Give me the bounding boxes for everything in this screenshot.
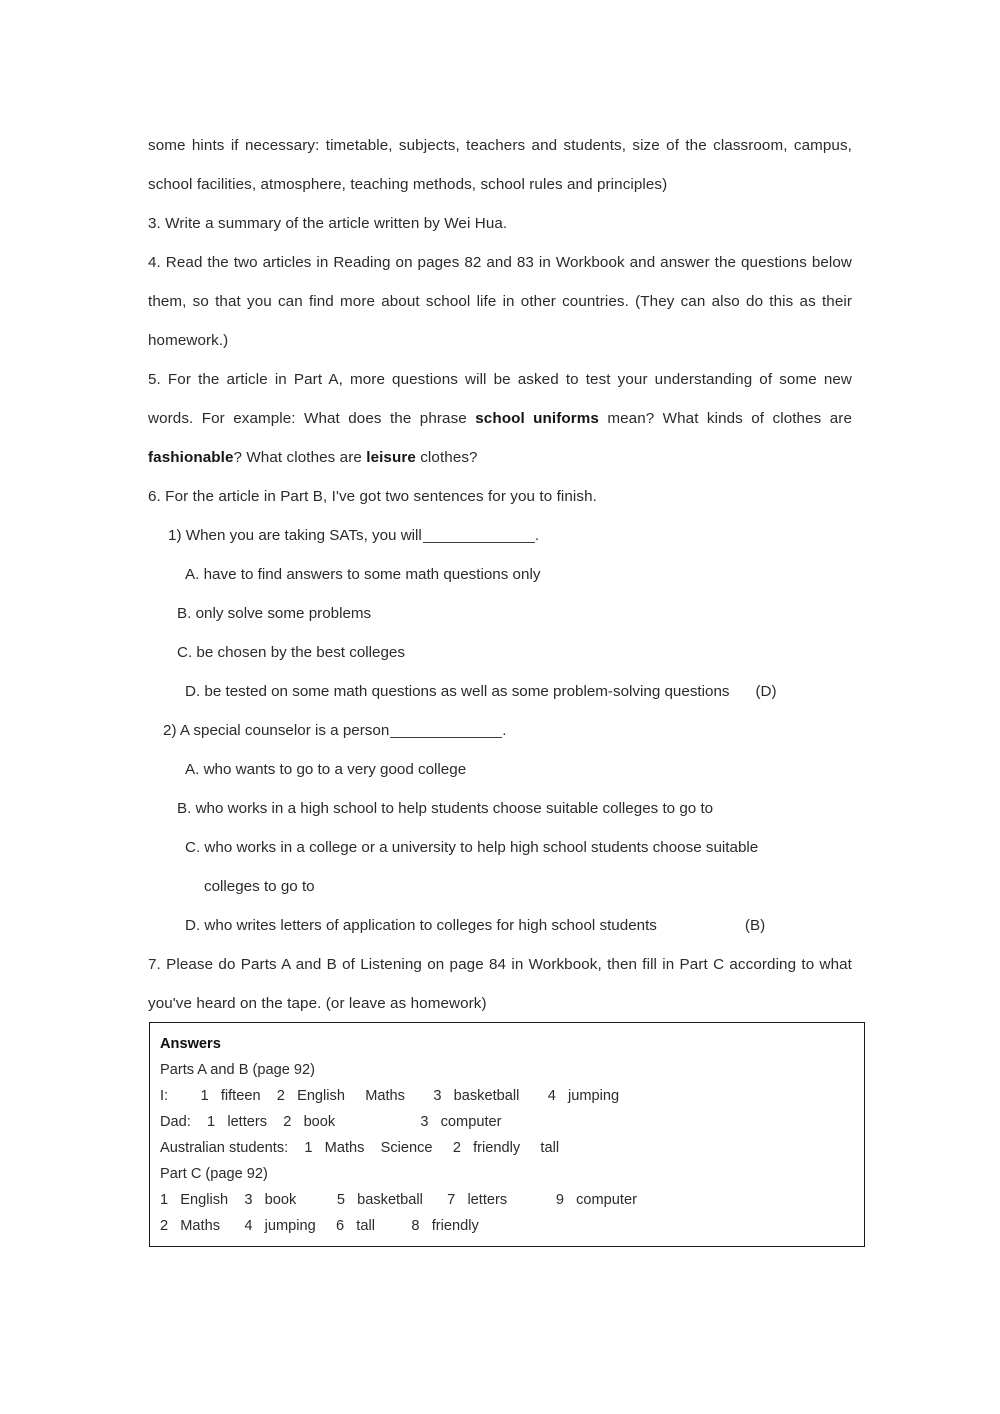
question-2-stem-end: . [502, 722, 507, 739]
question-2-number: 2) [163, 722, 177, 739]
question-2-stem-text: A special counselor is a person [176, 722, 390, 739]
paragraph-hints: some hints if necessary: timetable, subjects, teachers and students, size of the classroom, campus, school facilities, atmosphere, teaching methods, school rules and principles) [148, 137, 852, 193]
question-1-option-a [148, 555, 852, 594]
paragraph-item-5 [148, 360, 852, 477]
question-1-number: 1) [168, 527, 182, 544]
option-a-label: A. [185, 566, 200, 583]
document-content [148, 126, 852, 1023]
item5-text-part-2: mean? What kinds of clothes are [598, 410, 852, 427]
question-2-option-b [148, 789, 852, 828]
option-c-label: C. [177, 644, 193, 661]
paragraph-item-7: 7. Please do Parts A and B of Listening on page 84 in Workbook, then fill in Part C according to what you've heard on the tape. (or leave as homework) [148, 956, 852, 1012]
option-b-text: who works in a high school to help students choose suitable colleges to go to [191, 800, 714, 817]
item5-text-part-3: ? What clothes are [233, 449, 367, 466]
question-1-option-b [148, 594, 852, 633]
paragraph-item-6: 6. For the article in Part B, I've got two sentences for you to finish. [148, 488, 597, 505]
question-1-stem [148, 516, 852, 555]
question-2-stem [148, 711, 852, 750]
item5-text-part-4: clothes? [415, 449, 478, 466]
option-c-label: C. [185, 839, 201, 856]
paragraph-item-3: 3. Write a summary of the article written by Wei Hua. [148, 215, 508, 232]
term-fashionable: fashionable [148, 449, 234, 466]
question-2-option-d [148, 906, 852, 945]
term-leisure: leisure [366, 449, 416, 466]
option-b-label: B. [177, 800, 192, 817]
option-d-label: D. [185, 917, 201, 934]
answers-box-title: Answers [160, 1036, 221, 1052]
option-a-text: who wants to go to a very good college [199, 761, 467, 778]
option-a-label: A. [185, 761, 200, 778]
option-c-text: be chosen by the best colleges [192, 644, 405, 661]
answers-row-part-c-even: 2 Maths 4 jumping 6 tall 8 friendly [160, 1218, 479, 1234]
term-school-uniforms: school uniforms [475, 410, 599, 427]
answers-row-i: I: 1 fifteen 2 English Maths 3 basketball 4 jumping [160, 1088, 620, 1104]
option-b-label: B. [177, 605, 192, 622]
option-a-text: have to find answers to some math questions only [199, 566, 541, 583]
paragraph-item-4: 4. Read the two articles in Reading on pages 82 and 83 in Workbook and answer the questions below them, so that you can find more about school life in other countries. (They can also do this as their homework.) [148, 254, 852, 349]
option-b-text: only solve some problems [191, 605, 372, 622]
question-2-option-c-continuation: colleges to go to [204, 878, 315, 895]
question-2-option-a [148, 750, 852, 789]
question-2-answer-key: (B) [744, 917, 766, 934]
question-2-option-c [148, 828, 852, 867]
item5-text-part-1: 5. For the article in Part A, more questions will be asked to test your understanding of some new words. For example: What does the phrase [148, 371, 852, 427]
question-1-answer-key: (D) [755, 683, 777, 700]
answers-parts-a-b-heading: Parts A and B (page 92) [160, 1062, 315, 1078]
question-1-blank [423, 542, 535, 543]
option-d-label: D. [185, 683, 201, 700]
question-1-stem-end: . [534, 527, 540, 544]
option-d-text: be tested on some math questions as well as some problem-solving questions [200, 683, 730, 700]
answers-box [149, 1022, 865, 1247]
option-d-text: who writes letters of application to colleges for high school students [200, 917, 657, 934]
answers-row-part-c-odd: 1 English 3 book 5 basketball 7 letters 9 computer [160, 1192, 637, 1208]
question-1-option-c [148, 633, 852, 672]
option-c-text: who works in a college or a university to help high school students choose suitable [200, 839, 759, 856]
question-2-blank [390, 737, 502, 738]
question-1-option-d [148, 672, 852, 711]
question-1-stem-text: When you are taking SATs, you will [181, 527, 422, 544]
answers-part-c-heading: Part C (page 92) [160, 1166, 268, 1182]
answers-row-australian-students: Australian students: 1 Maths Science 2 friendly tall [160, 1140, 560, 1156]
answers-row-dad: Dad: 1 letters 2 book 3 computer [160, 1114, 502, 1130]
